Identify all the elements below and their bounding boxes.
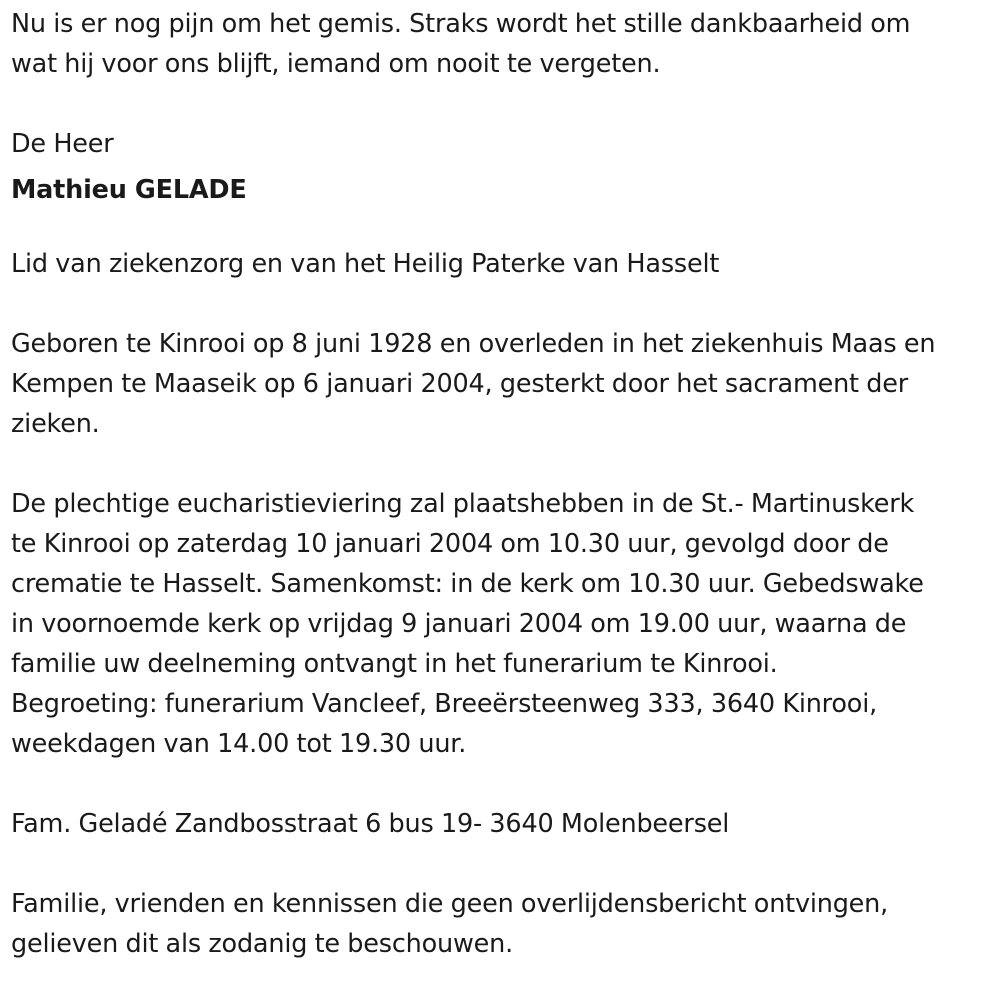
obituary-document [11, 4, 996, 964]
membership-line: Lid van ziekenzorg en van het Heilig Paterke van Hasselt [11, 249, 720, 279]
honorific: De Heer [11, 129, 114, 159]
family-address: Fam. Geladé Zandbosstraat 6 bus 19- 3640 Molenbeersel [11, 809, 730, 839]
opening-quote: Nu is er nog pijn om het gemis. Straks wordt het stille dankbaarheid om wat hij voor ons blijft, iemand om nooit te vergeten. [11, 9, 911, 79]
spacer [11, 284, 996, 324]
closing-note: Familie, vrienden en kennissen die geen overlijdensbericht ontvingen, gelieven dit als zodanig te beschouwen. [11, 889, 889, 959]
birth-death-paragraph: Geboren te Kinrooi op 8 juni 1928 en overleden in het ziekenhuis Maas en Kempen te Maaseik op 6 januari 2004, gesterkt door het sacrament der zieken. [11, 329, 936, 439]
spacer [11, 444, 996, 484]
spacer [11, 204, 996, 244]
spacer [11, 764, 996, 804]
deceased-name: Mathieu GELADE [11, 175, 247, 205]
spacer [11, 844, 996, 884]
ceremony-paragraph: De plechtige eucharistieviering zal plaatshebben in de St.- Martinuskerk te Kinrooi op zaterdag 10 januari 2004 om 10.30 uur, gevolgd door de crematie te Hasselt. Samenkomst: in de kerk om 10.30 uur. Gebedswake in voornoemde kerk op vrijdag 9 januari 2004 om 19.00 uur, waarna de familie uw deelneming ontvangt in het funerarium te Kinrooi. Begroeting: funerarium Vancleef, Breeërsteenweg 333, 3640 Kinrooi, weekdagen van 14.00 tot 19.30 uur. [11, 489, 924, 759]
spacer [11, 84, 996, 124]
